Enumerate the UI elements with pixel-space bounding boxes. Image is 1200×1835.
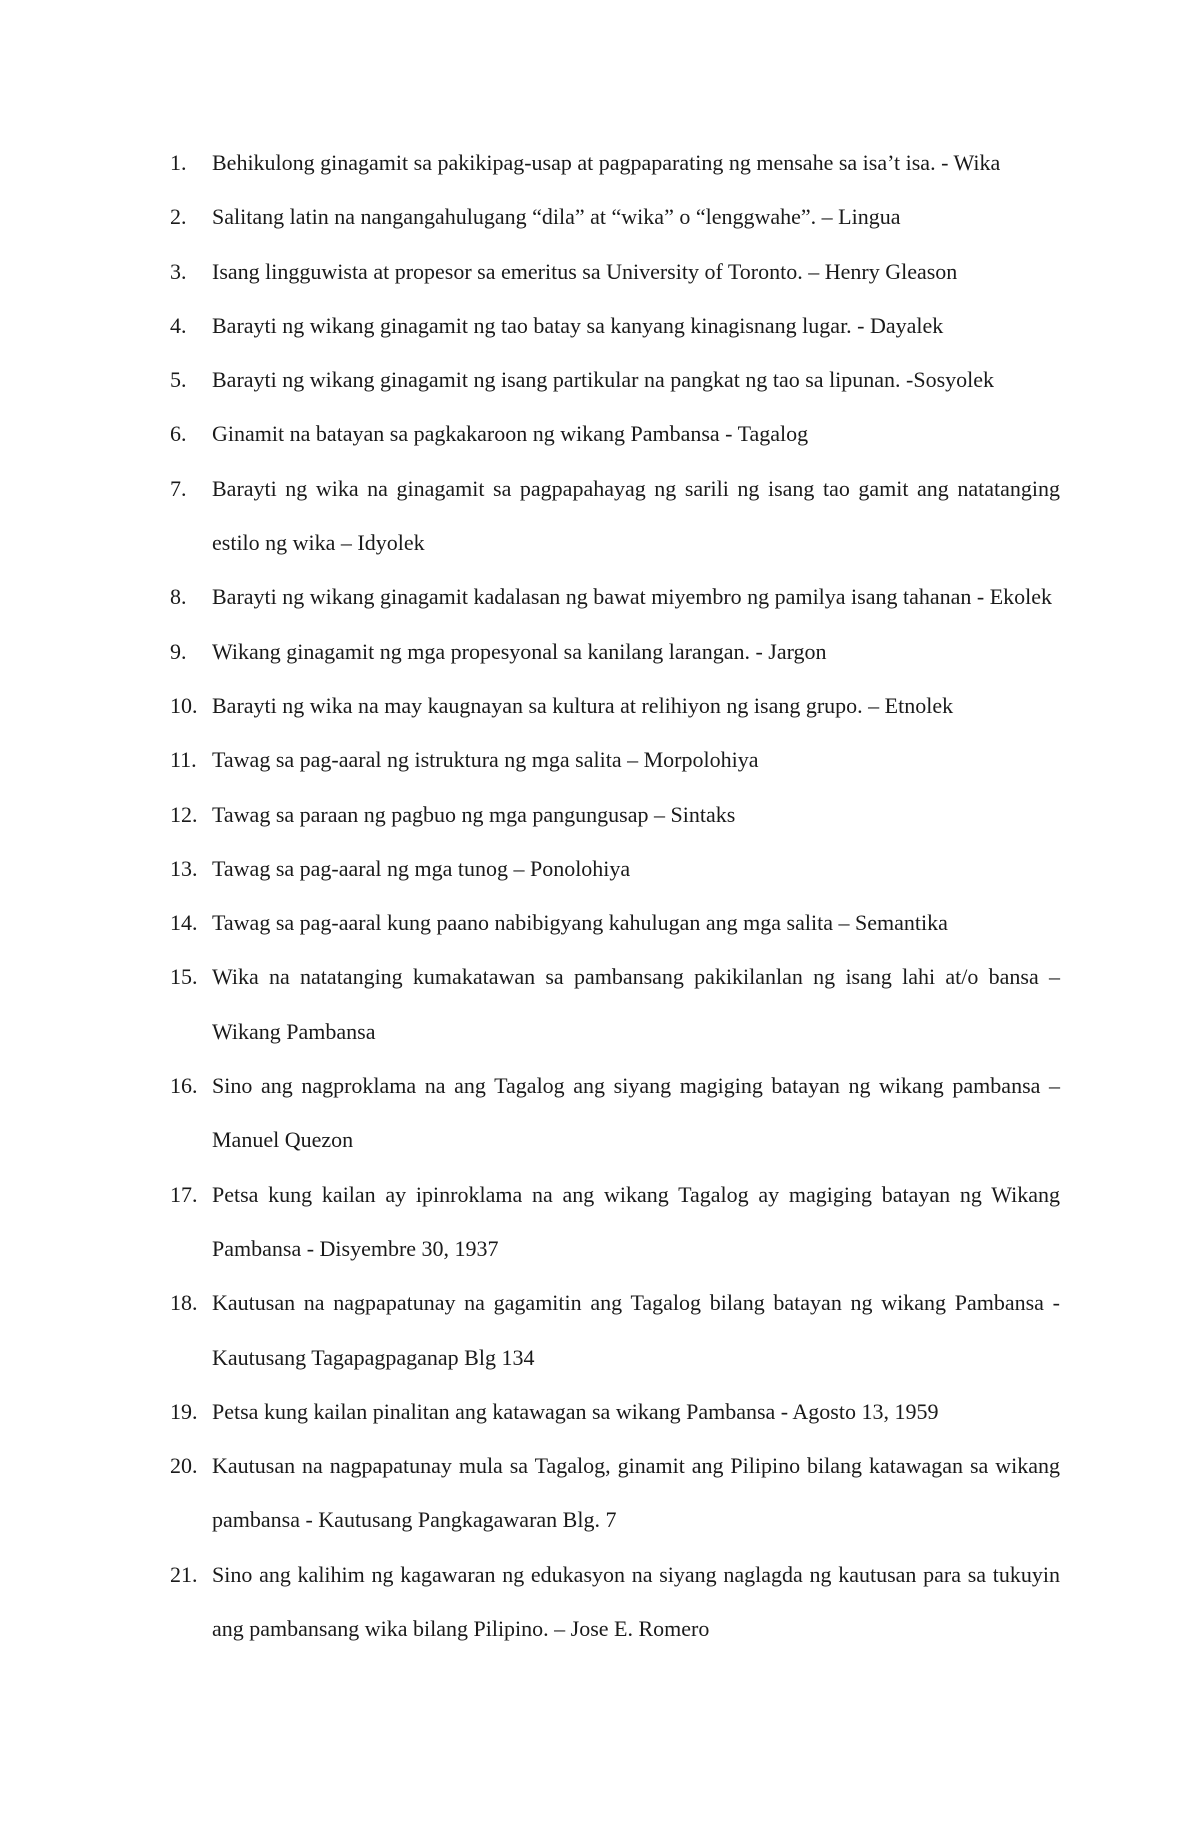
list-item-number: 19.: [170, 1398, 198, 1424]
list-item-text: Barayti ng wikang ginagamit ng isang partikular na pangkat ng tao sa lipunan. -Sosyolek: [212, 367, 995, 393]
list-item: [170, 570, 1060, 624]
list-item-number: 2.: [170, 204, 187, 230]
list-item-number: 20.: [170, 1453, 198, 1479]
list-item-text: Wika na natatanging kumakatawan sa pambansang pakikilanlan ng isang lahi at/o bansa – Wikang Pambansa: [212, 964, 1060, 1044]
list-item: [170, 462, 1060, 571]
list-item-number: 10.: [170, 692, 198, 718]
list-item-text: Wikang ginagamit ng mga propesyonal sa kanilang larangan. - Jargon: [212, 638, 827, 664]
list-item-text: Tawag sa pag-aaral ng mga tunog – Ponolohiya: [212, 855, 631, 881]
list-item: [170, 407, 1060, 461]
list-item: [170, 1548, 1060, 1657]
list-item-text: Tawag sa pag-aaral ng istruktura ng mga salita – Morpolohiya: [212, 747, 759, 773]
list-item: [170, 1385, 1060, 1439]
list-item-number: 1.: [170, 150, 187, 175]
list-item-text: Sino ang kalihim ng kagawaran ng edukasyon na siyang naglagda ng kautusan para sa tukuyin ang pambansang wika bilang Pilipino. – Jose E. Romero: [212, 1561, 1060, 1642]
list-item: [170, 950, 1060, 1059]
list-item-number: 8.: [170, 584, 187, 610]
list-item-text: Isang lingguwista at propesor sa emeritus sa University of Toronto. – Henry Gleason: [212, 258, 958, 284]
list-item-number: 17.: [170, 1181, 198, 1207]
list-item: [170, 1168, 1060, 1277]
list-item-text: Ginamit na batayan sa pagkakaroon ng wikang Pambansa - Tagalog: [212, 421, 809, 447]
list-item: [170, 788, 1060, 842]
list-item: [170, 1059, 1060, 1168]
list-item-text: Kautusan na nagpapatunay mula sa Tagalog, ginamit ang Pilipino bilang katawagan sa wikang pambansa - Kautusang Pangkagawaran Blg. 7: [212, 1453, 1060, 1533]
list-item-text: Sino ang nagproklama na ang Tagalog ang siyang magiging batayan ng wikang pambansa – Manuel Quezon: [212, 1073, 1060, 1153]
list-item-text: Tawag sa pag-aaral kung paano nabibigyang kahulugan ang mga salita – Semantika: [212, 910, 948, 936]
list-item: [170, 1276, 1060, 1385]
list-item-number: 11.: [170, 747, 197, 773]
list-item: [170, 136, 1060, 190]
list-item-text: Barayti ng wika na ginagamit sa pagpapahayag ng sarili ng isang tao gamit ang natatanging estilo ng wika – Idyolek: [212, 475, 1060, 556]
list-item: [170, 190, 1060, 244]
list-item: [170, 896, 1060, 950]
list-item-number: 5.: [170, 367, 187, 393]
list-item: [170, 299, 1060, 353]
list-item-number: 3.: [170, 258, 187, 284]
list-item-number: 7.: [170, 475, 187, 501]
list-item-number: 14.: [170, 910, 198, 936]
list-item-number: 18.: [170, 1290, 198, 1316]
list-item-number: 15.: [170, 964, 198, 990]
list-item-text: Barayti ng wikang ginagamit kadalasan ng bawat miyembro ng pamilya isang tahanan - Ekolek: [212, 584, 1053, 610]
list-item-text: Tawag sa paraan ng pagbuo ng mga pangungusap – Sintaks: [212, 801, 736, 827]
list-item: [170, 679, 1060, 733]
list-item-text: Salitang latin na nangangahulugang “dila” at “wika” o “lenggwahe”. – Lingua: [212, 204, 901, 230]
list-item-text: Barayti ng wikang ginagamit ng tao batay sa kanyang kinagisnang lugar. - Dayalek: [212, 312, 944, 338]
list-item-text: Petsa kung kailan pinalitan ang katawagan sa wikang Pambansa - Agosto 13, 1959: [212, 1398, 939, 1424]
numbered-list: [170, 136, 1060, 1656]
list-item-number: 12.: [170, 801, 198, 827]
list-item: [170, 842, 1060, 896]
list-item-number: 4.: [170, 312, 187, 338]
list-item-text: Behikulong ginagamit sa pakikipag-usap at pagpaparating ng mensahe sa isa’t isa. - Wika: [212, 150, 1001, 175]
list-item-number: 6.: [170, 421, 187, 447]
list-item-text: Petsa kung kailan ay ipinroklama na ang wikang Tagalog ay magiging batayan ng Wikang Pambansa - Disyembre 30, 1937: [212, 1181, 1060, 1261]
list-item: [170, 353, 1060, 407]
list-item-text: Barayti ng wika na may kaugnayan sa kultura at relihiyon ng isang grupo. – Etnolek: [212, 692, 954, 718]
list-item: [170, 733, 1060, 787]
list-item-number: 13.: [170, 855, 198, 881]
list-item-number: 21.: [170, 1561, 198, 1587]
list-item-text: Kautusan na nagpapatunay na gagamitin ang Tagalog bilang batayan ng wikang Pambansa - Kautusang Tagapagpaganap Blg 134: [212, 1290, 1060, 1370]
list-item: [170, 625, 1060, 679]
list-item-number: 9.: [170, 638, 187, 664]
list-item: [170, 1439, 1060, 1548]
list-item: [170, 245, 1060, 299]
list-item-number: 16.: [170, 1073, 198, 1099]
